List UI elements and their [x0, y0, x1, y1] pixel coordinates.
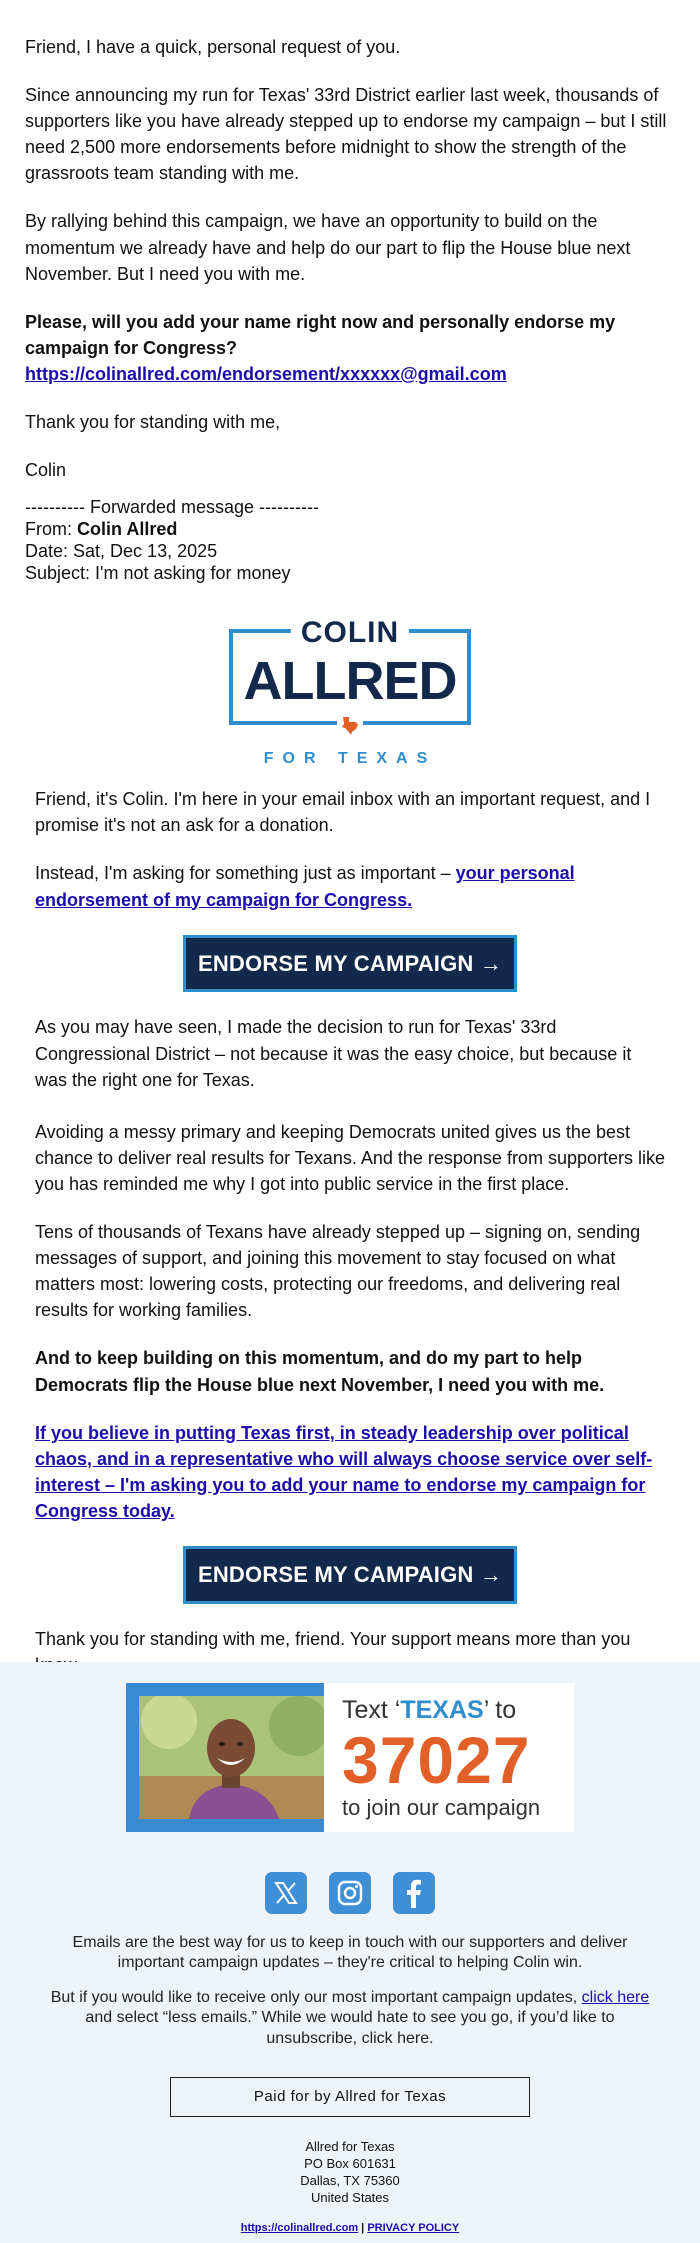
cta-wrapper [35, 1546, 665, 1604]
link-separator: | [358, 2221, 368, 2234]
intro-paragraph: Since announcing my run for Texas' 33rd District earlier last week, thousands of supporters like you have already stepped up to endorse my campaign – but I still need 2,500 more endorsements before midnight to show the strength of the grassroots team standing with me. [25, 85, 667, 184]
footer-note: Emails are the best way for us to keep in touch with our supporters and deliver important campaign updates – they're critical to helping Colin win. [72, 1934, 628, 1972]
texas-icon [337, 715, 363, 739]
body-paragraph: Thank you for standing with me, friend. Your support means more than you [35, 1628, 631, 1649]
x-icon[interactable] [265, 1872, 307, 1914]
endorse-button[interactable]: ENDORSE MY CAMPAIGN → [183, 935, 517, 993]
intro-thanks: Thank you for standing with me, [25, 412, 281, 433]
banner-line [342, 1695, 574, 1725]
less-emails-link[interactable]: click here [581, 1988, 650, 2006]
logo-frame [229, 616, 471, 725]
address-line: PO Box 601631 [304, 2155, 396, 2171]
body-paragraph: As you may have seen, I made the decision to run for Texas' 33rd Congressional District – not because it was the easy choice, but because it was the right one for Texas. [35, 1017, 632, 1090]
banner-text [324, 1683, 574, 1832]
body-paragraph [35, 860, 665, 912]
intro-request [25, 309, 675, 387]
from-name: Colin Allred [77, 519, 178, 540]
from-label: From: [25, 519, 77, 540]
banner-tagline: to join our campaign [342, 1795, 541, 1820]
forwarded-subject: Subject: I'm not asking for money [25, 563, 291, 584]
intro-paragraph: By rallying behind this campaign, we have an opportunity to build on the momentum we already have and help do our part to flip the House blue next November. But I need you with me. [25, 211, 631, 284]
text-banner[interactable] [126, 1683, 574, 1832]
footer-text: But if you would like to receive only our most important campaign updates, [50, 1988, 582, 2006]
cta-wrapper [35, 935, 665, 993]
address-line: Dallas, TX 75360 [300, 2172, 400, 2188]
instagram-icon[interactable] [329, 1872, 371, 1914]
forward-note [0, 0, 700, 585]
banner-keyword: TEXAS [400, 1696, 484, 1724]
email-body [0, 770, 700, 1726]
logo-last-name: ALLRED [243, 651, 457, 712]
body-paragraph: Friend, it's Colin. I'm here in your email inbox with an important request, and I promise it's not an ask for a donation. [35, 789, 651, 836]
endorsement-link[interactable]: your personal endorsement of my campaign for Congress. [35, 863, 575, 910]
address-line: United States [310, 2189, 390, 2205]
intro-request-text: Please, will you add your name right now and personally endorse my campaign for Congress? [25, 311, 616, 358]
intro-signature: Colin [25, 460, 67, 481]
endorsement-link[interactable]: https://colinallred.com/endorsement/xxxxxx@gmail.com [25, 363, 507, 384]
social-links [0, 1872, 700, 1914]
website-link[interactable]: https://colinallred.com [240, 2221, 359, 2234]
email-footer [0, 1662, 700, 2243]
mailing-address [0, 2139, 700, 2207]
campaign-logo [220, 616, 480, 770]
banner-number: 37027 [342, 1723, 531, 1797]
banner-text-post: ’ to [483, 1696, 517, 1724]
body-text: Instead, I'm asking for something just as important – [35, 863, 456, 884]
intro-greeting: Friend, I have a quick, personal request of you. [25, 37, 401, 57]
privacy-policy-link[interactable]: PRIVACY POLICY [367, 2221, 460, 2234]
endorsement-link[interactable]: If you believe in putting Texas first, in steady leadership over political chaos, and in a representative who will always choose service over self-interest – I'm asking you to add your name to endorse my campaign for Congress today. [35, 1422, 653, 1521]
address-line: Allred for Texas [305, 2139, 395, 2155]
facebook-icon[interactable] [393, 1872, 435, 1914]
forwarded-divider: ---------- Forwarded message ---------- [25, 497, 319, 518]
forwarded-from [25, 519, 675, 541]
body-emphasis: And to keep building on this momentum, and do my part to help Democrats flip the House blue next November, I need you with me. [35, 1348, 605, 1395]
forwarded-header [25, 497, 675, 585]
logo-first-name: COLIN [291, 616, 409, 650]
footer-unsubscribe-note [0, 1988, 700, 2049]
body-paragraph: Avoiding a messy primary and keeping Democrats united gives us the best chance to deliver real results for Texans. And the response from supporters like you has reminded me why I got into public service in the first place. [35, 1121, 665, 1194]
candidate-photo [126, 1683, 324, 1832]
forwarded-date: Date: Sat, Dec 13, 2025 [25, 541, 218, 562]
logo-tagline: FOR TEXAS [263, 750, 437, 768]
body-paragraph: Tens of thousands of Texans have already stepped up – signing on, sending messages of support, and joining this movement to stay focused on what matters most: lowering costs, protecting our freedoms, and delivering real results for working families. [35, 1222, 641, 1321]
footer-links [0, 2221, 700, 2237]
endorse-button[interactable]: ENDORSE MY CAMPAIGN → [183, 1546, 517, 1604]
paid-for-disclaimer: Paid for by Allred for Texas [170, 2077, 530, 2117]
body-link-paragraph [35, 1420, 665, 1524]
footer-text: and select “less emails.” While we would hate to see you go, if you’d like to unsubscribe, click here. [85, 2009, 615, 2047]
banner-text-pre: Text ‘ [342, 1696, 401, 1724]
